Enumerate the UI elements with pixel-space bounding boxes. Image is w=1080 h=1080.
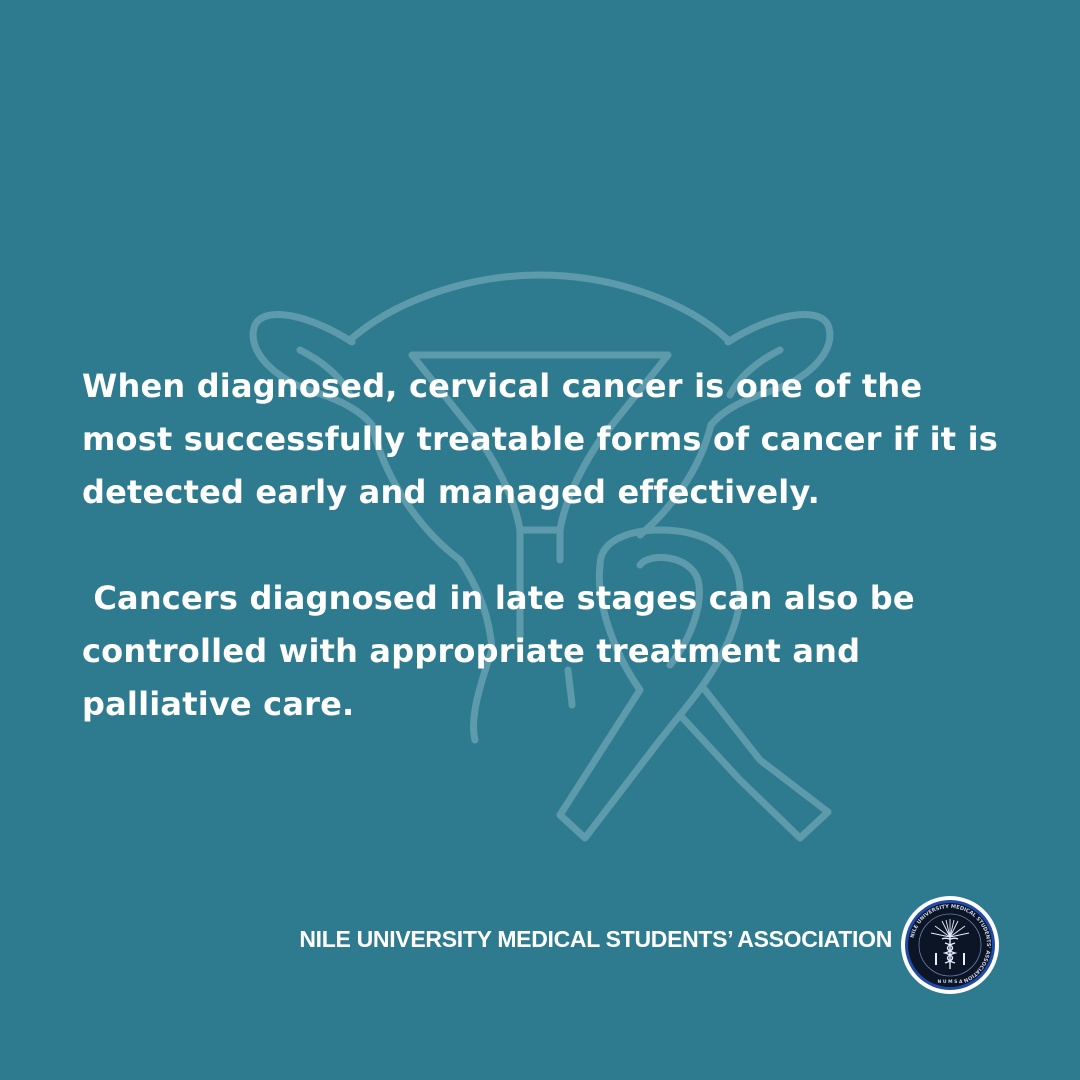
message-paragraph-early-detection: When diagnosed, cervical cancer is one of the most successfully treatable forms of cancer if it is detected early and managed effectively.	[82, 367, 999, 511]
svg-text:NILE UNIVERSITY MEDICAL STUDEN: NILE UNIVERSITY MEDICAL STUDENTS' ASSOCIATION	[909, 903, 992, 984]
message-paragraph-late-stage: Cancers diagnosed in late stages can also be controlled with appropriate treatment and palliative care.	[82, 579, 927, 723]
organization-name: NILE UNIVERSITY MEDICAL STUDENTS’ ASSOCIATION	[299, 926, 892, 952]
numsa-emblem-icon	[900, 895, 1000, 995]
message-block	[82, 360, 1012, 731]
logo-abbreviation: N U M S A	[937, 980, 963, 985]
